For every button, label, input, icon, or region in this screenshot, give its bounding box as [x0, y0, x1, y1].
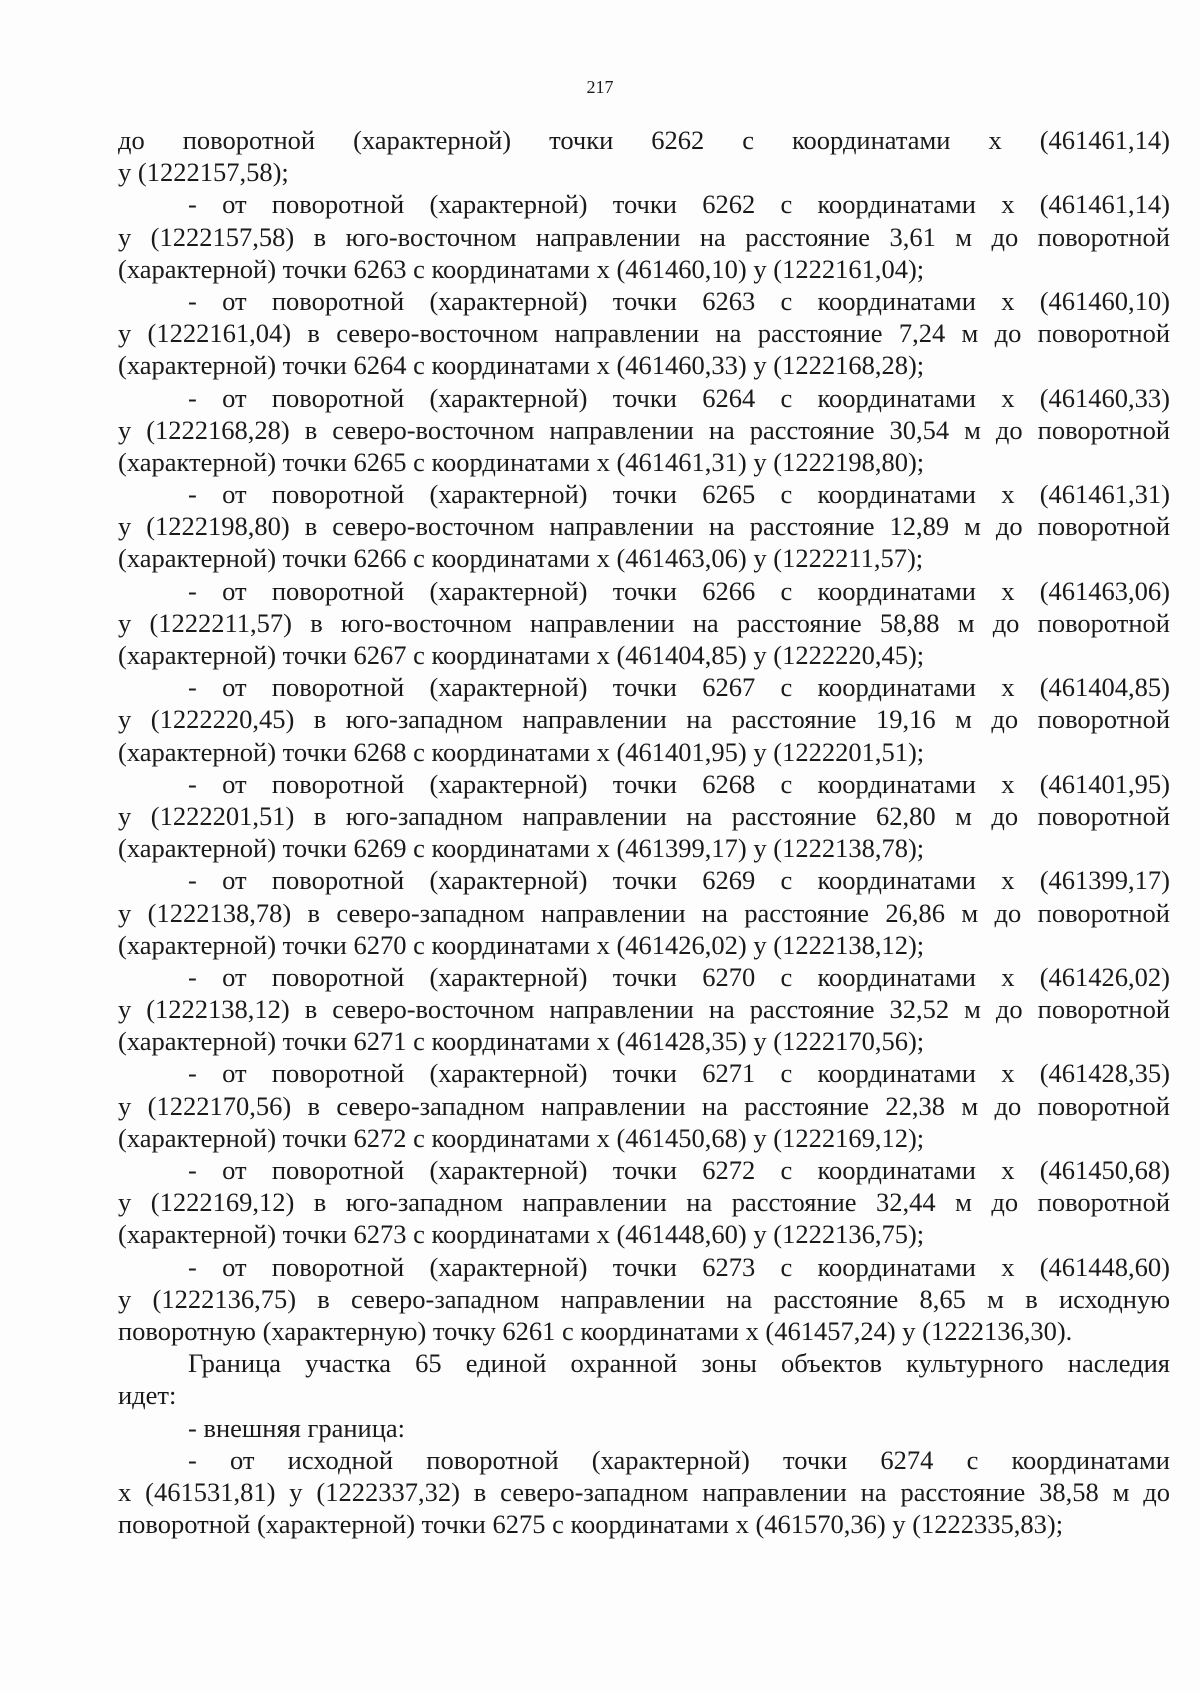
- text-line: поворотной (характерной) точки 6275 с координатами х (461570,36) у (1222335,83);: [118, 1509, 1064, 1540]
- text-line: Граница участка 65 единой охранной зоны объектов культурного наследия: [188, 1348, 1170, 1379]
- paragraph: [118, 768, 1170, 865]
- text-line: - от поворотной (характерной) точки 6270 с координатами х (461426,02): [188, 961, 1170, 992]
- text-line: (характерной) точки 6264 с координатами х (461460,33) у (1222168,28);: [118, 350, 925, 381]
- text-line: - от исходной поворотной (характерной) точки 6274 с координатами: [188, 1444, 1170, 1475]
- paragraph: [118, 382, 1170, 479]
- text-line: (характерной) точки 6267 с координатами х (461404,85) у (1222220,45);: [118, 640, 925, 670]
- text-line: у (1222136,75) в северо-западном направлении на расстояние 8,65 м в исходную: [118, 1283, 1170, 1314]
- text-line: - от поворотной (характерной) точки 6264 с координатами х (461460,33): [188, 382, 1170, 413]
- paragraph: [118, 1057, 1170, 1154]
- text-line: х (461531,81) у (1222337,32) в северо-западном направлении на расстояние 38,58 м до: [118, 1476, 1170, 1507]
- text-line: - от поворотной (характерной) точки 6273 с координатами х (461448,60): [188, 1251, 1170, 1282]
- text-line: (характерной) точки 6270 с координатами х (461426,02) у (1222138,12);: [118, 929, 925, 960]
- text-line: идет:: [118, 1380, 177, 1411]
- page-number: 217: [586, 77, 614, 97]
- paragraph: [118, 285, 1170, 382]
- text-line: у (1222168,28) в северо-восточном направлении на расстояние 30,54 м до поворотной: [118, 414, 1170, 445]
- text-line: (характерной) точки 6272 с координатами х (461450,68) у (1222169,12);: [118, 1122, 925, 1153]
- text-line: - от поворотной (характерной) точки 6272 с координатами х (461450,68): [188, 1155, 1170, 1185]
- paragraph: [118, 124, 1170, 188]
- text-line: (характерной) точки 6271 с координатами х (461428,35) у (1222170,56);: [118, 1026, 925, 1057]
- text-line: (характерной) точки 6273 с координатами х (461448,60) у (1222136,75);: [118, 1219, 925, 1250]
- paragraph: [118, 961, 1170, 1058]
- text-line: - от поворотной (характерной) точки 6267 с координатами х (461404,85): [188, 672, 1170, 703]
- paragraph: [118, 1444, 1170, 1541]
- text-line: у (1222198,80) в северо-восточном направлении на расстояние 12,89 м до поворотной: [118, 511, 1170, 542]
- paragraph: [118, 1154, 1170, 1251]
- text-line: (характерной) точки 6265 с координатами х (461461,31) у (1222198,80);: [118, 446, 925, 477]
- paragraph: [118, 478, 1170, 575]
- text-line: - от поворотной (характерной) точки 6271 с координатами х (461428,35): [188, 1058, 1170, 1089]
- text-line: (характерной) точки 6266 с координатами х (461463,06) у (1222211,57);: [118, 543, 924, 574]
- text-line: у (1222211,57) в юго-восточном направлении на расстояние 58,88 м до поворотной: [118, 607, 1170, 638]
- document-body: [118, 124, 1170, 1540]
- text-line: - от поворотной (характерной) точки 6269 с координатами х (461399,17): [188, 865, 1170, 896]
- text-line: у (1222157,58) в юго-восточном направлении на расстояние 3,61 м до поворотной: [118, 221, 1170, 252]
- text-line: у (1222220,45) в юго-западном направлении на расстояние 19,16 м до поворотной: [118, 704, 1170, 735]
- text-line: у (1222201,51) в юго-западном направлении на расстояние 62,80 м до поворотной: [118, 800, 1170, 831]
- paragraph: [118, 575, 1170, 672]
- paragraph: [118, 188, 1170, 285]
- text-line: - от поворотной (характерной) точки 6266 с координатами х (461463,06): [188, 575, 1170, 606]
- text-line: до поворотной (характерной) точки 6262 с координатами х (461461,14): [118, 125, 1170, 155]
- text-line: у (1222170,56) в северо-западном направлении на расстояние 22,38 м до поворотной: [118, 1090, 1170, 1121]
- paragraph: [118, 1347, 1170, 1411]
- paragraph: [118, 1251, 1170, 1348]
- text-line: (характерной) точки 6268 с координатами х (461401,95) у (1222201,51);: [118, 736, 925, 767]
- text-line: - внешняя граница:: [188, 1412, 406, 1443]
- text-line: поворотную (характерную) точку 6261 с координатами х (461457,24) у (1222136,30).: [118, 1315, 1073, 1346]
- paragraph: [118, 671, 1170, 768]
- text-line: у (1222157,58);: [118, 157, 289, 188]
- text-line: у (1222169,12) в юго-западном направлении на расстояние 32,44 м до поворотной: [118, 1187, 1170, 1218]
- text-line: у (1222138,12) в северо-восточном направлении на расстояние 32,52 м до поворотной: [118, 994, 1170, 1025]
- paragraph: [118, 1412, 1170, 1444]
- text-line: (характерной) точки 6263 с координатами х (461460,10) у (1222161,04);: [118, 253, 925, 284]
- text-line: у (1222161,04) в северо-восточном направлении на расстояние 7,24 м до поворотной: [118, 318, 1170, 349]
- text-line: - от поворотной (характерной) точки 6268 с координатами х (461401,95): [188, 768, 1170, 799]
- text-line: - от поворотной (характерной) точки 6263 с координатами х (461460,10): [188, 285, 1170, 316]
- text-line: - от поворотной (характерной) точки 6262 с координатами х (461461,14): [188, 189, 1170, 220]
- text-line: - от поворотной (характерной) точки 6265 с координатами х (461461,31): [188, 479, 1170, 510]
- text-line: (характерной) точки 6269 с координатами х (461399,17) у (1222138,78);: [118, 833, 925, 864]
- text-line: у (1222138,78) в северо-западном направлении на расстояние 26,86 м до поворотной: [118, 897, 1170, 928]
- paragraph: [118, 864, 1170, 961]
